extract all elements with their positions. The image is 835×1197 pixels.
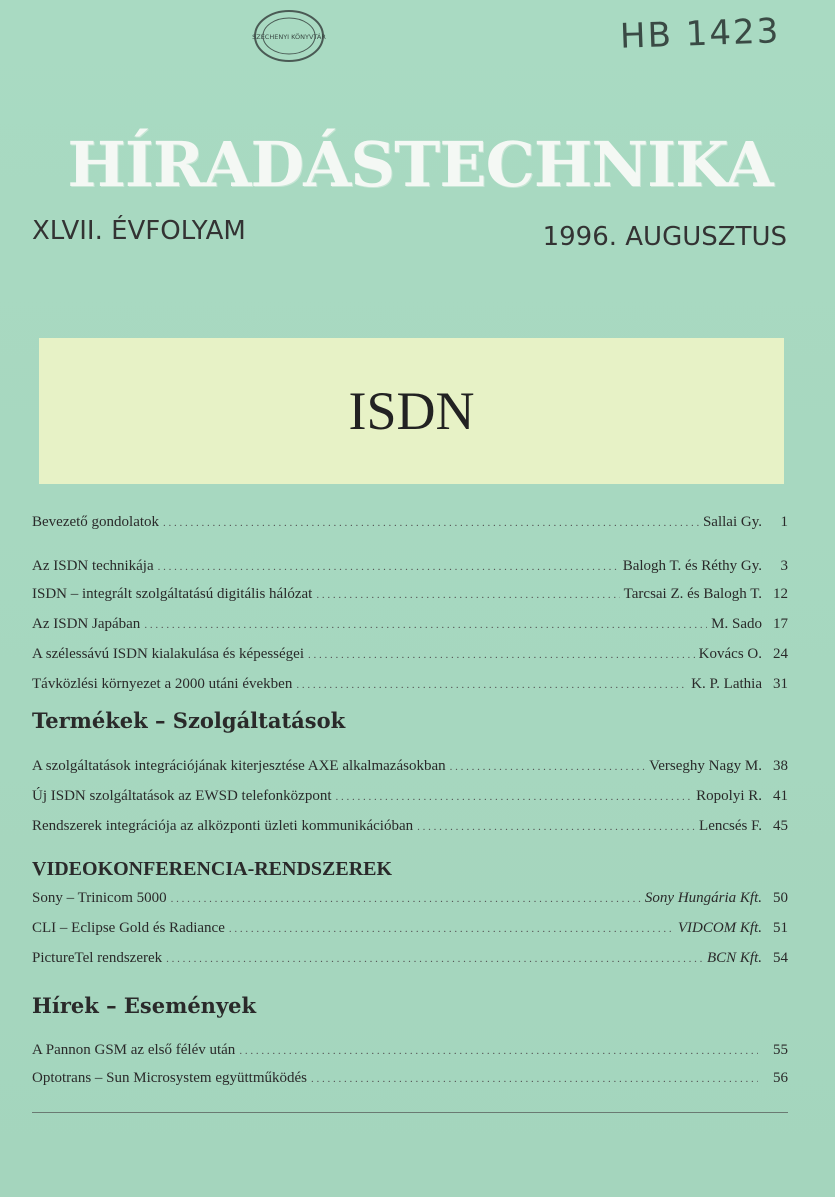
leader-dots bbox=[308, 646, 695, 663]
toc-entry-author: Tarcsai Z. és Balogh T. bbox=[623, 586, 762, 602]
toc-entry-author: Lencsés F. bbox=[699, 818, 762, 834]
toc-entry bbox=[32, 818, 788, 842]
toc-entry-author: Sony Hungária Kft. bbox=[644, 890, 762, 906]
section-heading-products: Termékek – Szolgáltatások bbox=[32, 708, 346, 733]
leader-dots bbox=[311, 1070, 758, 1087]
magazine-title: HÍRADÁSTECHNIKA bbox=[67, 128, 773, 201]
toc-entry bbox=[32, 758, 788, 782]
section-heading-news: Hírek – Események bbox=[32, 993, 257, 1018]
toc-entry-title: A Pannon GSM az első félév után bbox=[32, 1042, 236, 1058]
toc-entry-page: 50 bbox=[773, 890, 788, 906]
toc-entry-title: A szolgáltatások integrációjának kiterjesztése AXE alkalmazásokban bbox=[32, 758, 446, 774]
toc-entry-title: Az ISDN technikája bbox=[32, 558, 154, 574]
toc-entry-page: 3 bbox=[780, 558, 788, 574]
toc-entry bbox=[32, 890, 788, 914]
toc-entry-page: 1 bbox=[780, 514, 788, 530]
issue-date: 1996. AUGUSZTUS bbox=[542, 222, 787, 252]
toc-entry-page: 54 bbox=[773, 950, 788, 966]
toc-entry bbox=[32, 920, 788, 944]
toc-entry bbox=[32, 1070, 788, 1094]
toc-entry-title: Rendszerek integrációja az alközponti üzleti kommunikációban bbox=[32, 818, 414, 834]
toc-entry bbox=[32, 514, 788, 538]
toc-entry-page: 12 bbox=[773, 586, 788, 602]
toc-entry-title: Az ISDN Japában bbox=[32, 616, 141, 632]
toc-entry-author: BCN Kft. bbox=[706, 950, 762, 966]
bottom-rule bbox=[32, 1112, 788, 1113]
toc-entry bbox=[32, 646, 788, 670]
toc-entry bbox=[32, 950, 788, 974]
toc-entry-page: 24 bbox=[773, 646, 788, 662]
leader-dots bbox=[296, 676, 687, 693]
leader-dots bbox=[171, 890, 641, 907]
toc-entry-author: Kovács O. bbox=[698, 646, 762, 662]
toc-entry-author: Verseghy Nagy M. bbox=[649, 758, 762, 774]
toc-entry-author: Balogh T. és Réthy Gy. bbox=[622, 558, 762, 574]
toc-entry-title: Új ISDN szolgáltatások az EWSD telefonközpont bbox=[32, 788, 332, 804]
toc-entry-title: A szélessávú ISDN kialakulása és képességei bbox=[32, 646, 305, 662]
leader-dots bbox=[336, 788, 693, 805]
leader-dots bbox=[229, 920, 674, 937]
toc-entry-title: Bevezető gondolatok bbox=[32, 514, 160, 530]
leader-dots bbox=[144, 616, 707, 633]
leader-dots bbox=[163, 514, 699, 531]
toc-entry-author: Ropolyi R. bbox=[696, 788, 762, 804]
leader-dots bbox=[316, 586, 619, 603]
toc-entry-title: CLI – Eclipse Gold és Radiance bbox=[32, 920, 225, 936]
toc-entry-page: 31 bbox=[773, 676, 788, 692]
toc-entry-page: 55 bbox=[773, 1042, 788, 1058]
toc-entry-page: 56 bbox=[773, 1070, 788, 1086]
leader-dots bbox=[166, 950, 703, 967]
handwritten-catalog-number: HB 1423 bbox=[619, 11, 781, 57]
toc-entry-title: PictureTel rendszerek bbox=[32, 950, 163, 966]
toc-entry-author: Sallai Gy. bbox=[702, 514, 762, 530]
toc-entry bbox=[32, 788, 788, 812]
stamp-text: SZÉCHENYI KÖNYVTÁR bbox=[252, 33, 326, 41]
toc-entry-page: 45 bbox=[773, 818, 788, 834]
toc-entry bbox=[32, 676, 788, 700]
toc-entry-page: 41 bbox=[773, 788, 788, 804]
toc-entry-title: Sony – Trinicom 5000 bbox=[32, 890, 167, 906]
toc-entry-author: VIDCOM Kft. bbox=[677, 920, 762, 936]
toc-entry-page: 51 bbox=[773, 920, 788, 936]
toc-entry bbox=[32, 1042, 788, 1066]
toc-entry bbox=[32, 616, 788, 640]
toc-entry-author: M. Sado bbox=[711, 616, 762, 632]
toc-entry bbox=[32, 558, 788, 582]
theme-banner bbox=[39, 338, 784, 484]
toc-entry-author: K. P. Lathia bbox=[691, 676, 762, 692]
toc-entry-title: ISDN – integrált szolgáltatású digitális hálózat bbox=[32, 586, 313, 602]
toc-entry bbox=[32, 586, 788, 610]
theme-title: ISDN bbox=[348, 381, 475, 441]
volume-label: XLVII. ÉVFOLYAM bbox=[32, 216, 246, 246]
leader-dots bbox=[417, 818, 695, 835]
toc-entry-page: 38 bbox=[773, 758, 788, 774]
leader-dots bbox=[239, 1042, 758, 1059]
section-heading-video: VIDEOKONFERENCIA-RENDSZEREK bbox=[32, 858, 393, 880]
toc-entry-title: Optotrans – Sun Microsystem együttműködés bbox=[32, 1070, 307, 1086]
toc-entry-page: 17 bbox=[773, 616, 788, 632]
leader-dots bbox=[450, 758, 645, 775]
library-stamp-icon bbox=[252, 8, 326, 64]
toc-entry-title: Távközlési környezet a 2000 utáni években bbox=[32, 676, 293, 692]
leader-dots bbox=[158, 558, 619, 575]
